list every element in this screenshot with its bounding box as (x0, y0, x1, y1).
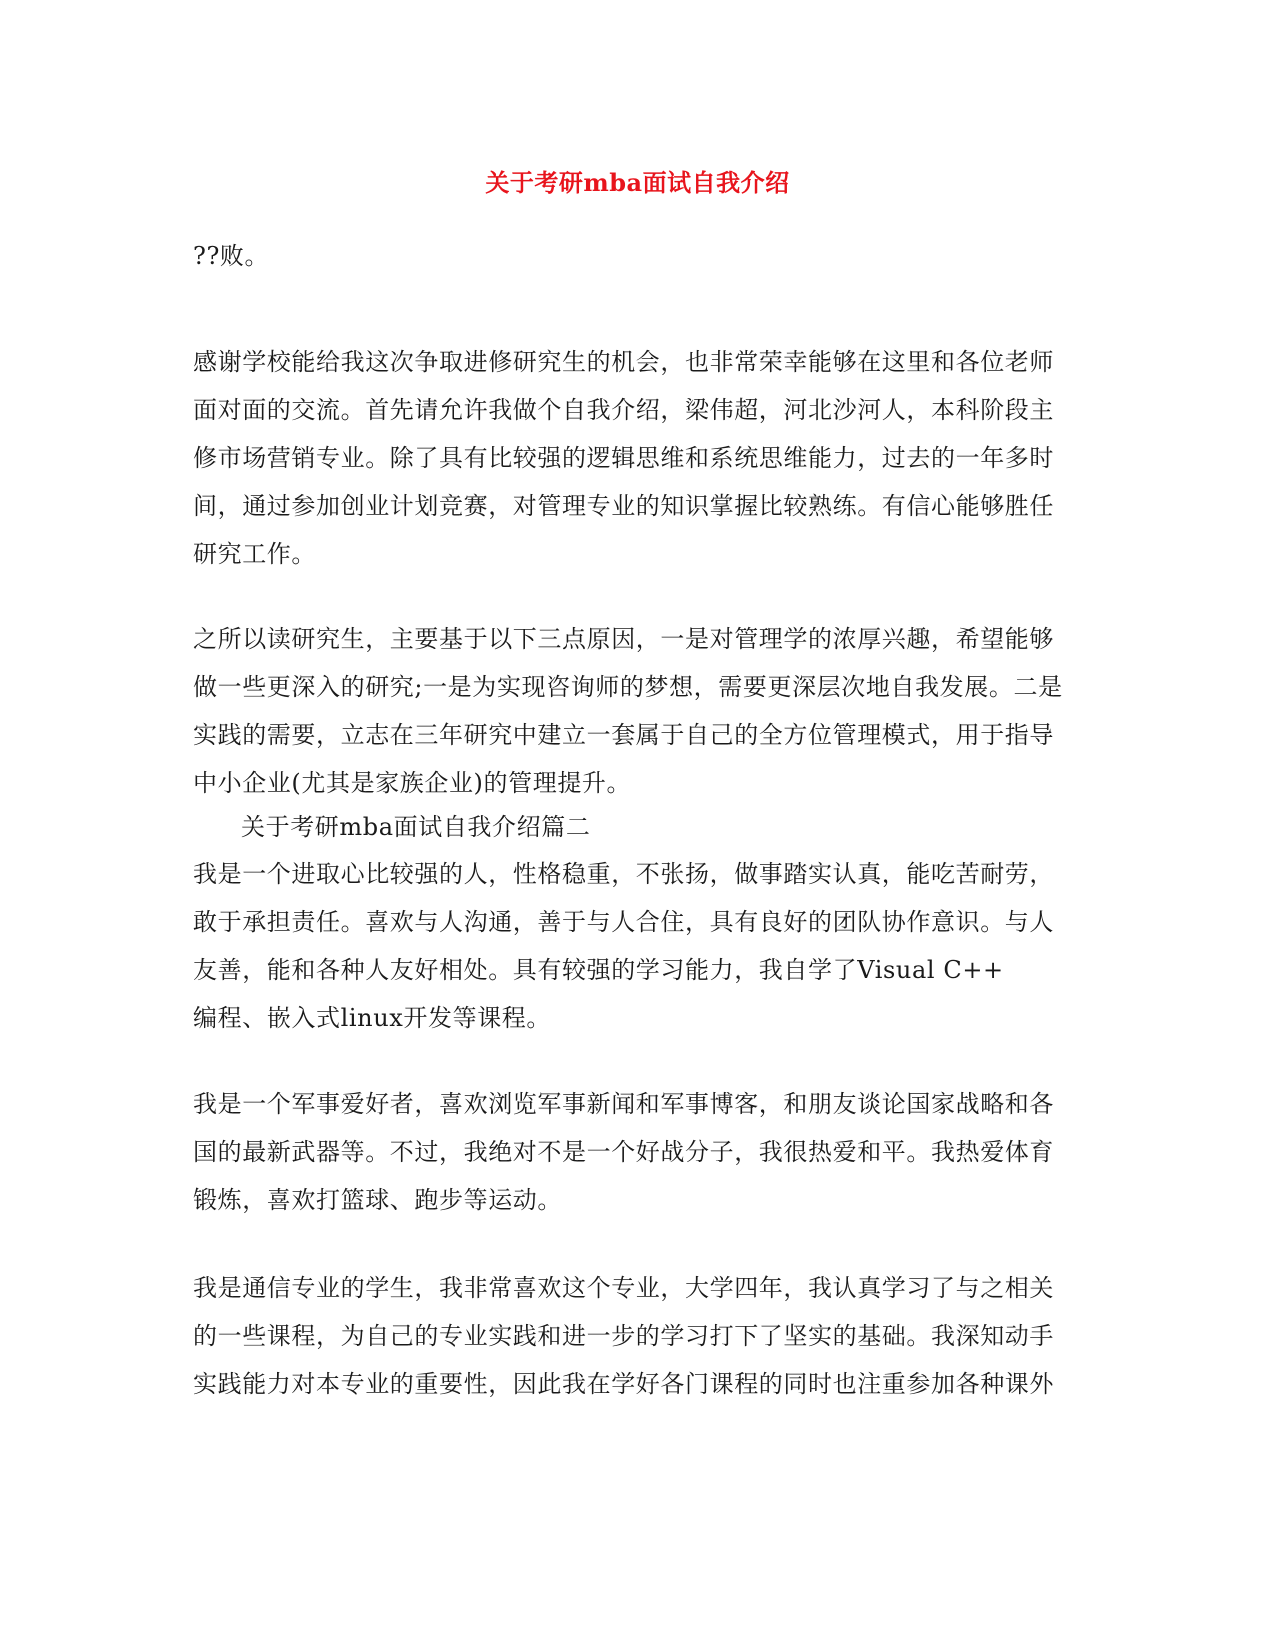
text-line: 敢于承担责任。喜欢与人沟通，善于与人合住，具有良好的团队协作意识。与人 (193, 908, 1054, 936)
text-line: 间，通过参加创业计划竞赛，对管理专业的知识掌握比较熟练。有信心能够胜任 (193, 492, 1054, 520)
text-line: 我是通信专业的学生，我非常喜欢这个专业，大学四年，我认真学习了与之相关 (193, 1274, 1054, 1302)
paragraph-1 (193, 338, 1083, 578)
text-line: 实践的需要，立志在三年研究中建立一套属于自己的全方位管理模式，用于指导 (193, 721, 1054, 749)
text-line: 锻炼，喜欢打篮球、跑步等运动。 (193, 1186, 562, 1214)
text-line: 的一些课程，为自己的专业实践和进一步的学习打下了坚实的基础。我深知动手 (193, 1322, 1054, 1350)
text-line: 我是一个进取心比较强的人，性格稳重，不张扬，做事踏实认真，能吃苦耐劳， (193, 860, 1054, 888)
text-line: 做一些更深入的研究;一是为实现咨询师的梦想，需要更深层次地自我发展。二是 (193, 673, 1063, 701)
text-line: 实践能力对本专业的重要性，因此我在学好各门课程的同时也注重参加各种课外 (193, 1370, 1054, 1398)
text-line: ??败。 (193, 242, 270, 270)
paragraph-4 (193, 1080, 1083, 1224)
text-line: 国的最新武器等。不过，我绝对不是一个好战分子，我很热爱和平。我热爱体育 (193, 1138, 1054, 1166)
text-line: 友善，能和各种人友好相处。具有较强的学习能力，我自学了Visual C++ (193, 956, 1004, 984)
text-line: 之所以读研究生，主要基于以下三点原因，一是对管理学的浓厚兴趣，希望能够 (193, 625, 1054, 653)
text-line: 研究工作。 (193, 540, 316, 568)
text-line: 中小企业(尤其是家族企业)的管理提升。 (193, 769, 632, 797)
text-line: 编程、嵌入式linux开发等课程。 (193, 1004, 551, 1032)
fragment-line (193, 232, 1083, 280)
text-line: 修市场营销专业。除了具有比较强的逻辑思维和系统思维能力，过去的一年多时 (193, 444, 1054, 472)
paragraph-3 (193, 850, 1083, 1042)
document-title: 关于考研mba面试自我介绍 (485, 168, 790, 197)
section-heading (193, 803, 1083, 851)
paragraph-2 (193, 615, 1083, 807)
paragraph-5 (193, 1264, 1083, 1408)
text-line: 感谢学校能给我这次争取进修研究生的机会，也非常荣幸能够在这里和各位老师 (193, 348, 1054, 376)
section-heading-text: 关于考研mba面试自我介绍篇二 (241, 813, 591, 841)
text-line: 我是一个军事爱好者，喜欢浏览军事新闻和军事博客，和朋友谈论国家战略和各 (193, 1090, 1054, 1118)
text-line: 面对面的交流。首先请允许我做个自我介绍，梁伟超，河北沙河人，本科阶段主 (193, 396, 1054, 424)
